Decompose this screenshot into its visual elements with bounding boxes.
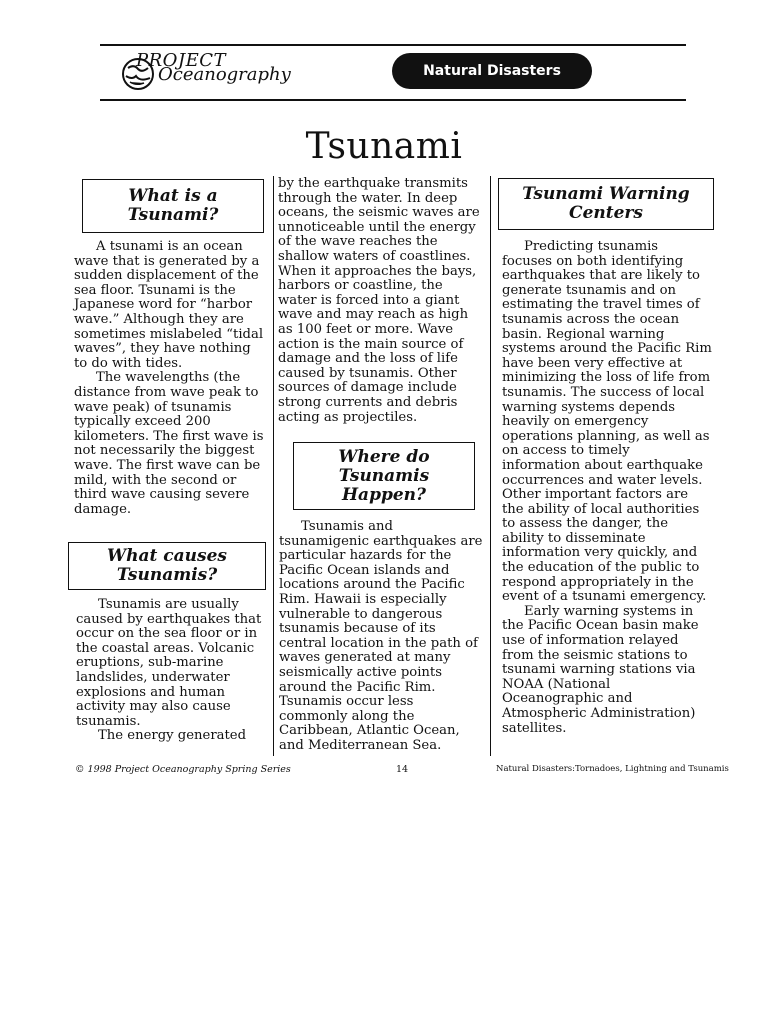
heading-what-is-a-tsunami: What is a Tsunami? bbox=[82, 179, 264, 233]
paragraph: A tsunami is an ocean wave that is generated by a sudden displacement of the sea floor. Tsunami is the Japanese word for “harbor wave.” Although they are sometimes mislabeled “tidal waves”, they have nothing to do with tides. bbox=[74, 239, 264, 371]
heading-tsunami-warning-centers: Tsunami Warning Centers bbox=[498, 178, 714, 230]
column-2-section-1 bbox=[278, 177, 484, 425]
paragraph: by the earthquake transmits through the water. In deep oceans, the seismic waves are unnoticeable until the energy of the wave reaches the shallow waters of coastlines. When it approaches the bays, harbors or coastline, the water is forced into a giant wave and may reach as high as 100 feet or more. Wave action is the main source of damage and the loss of life caused by tsunamis. Other sources of damage include strong currents and debris acting as projectiles. bbox=[278, 176, 480, 425]
footer-page-number: 14 bbox=[396, 764, 409, 775]
paragraph: The wavelengths (the distance from wave peak to wave peak) of tsunamis typically exceed 200 kilometers. The first wave is not necessarily the biggest wave. The first wave can be mild, with the second or third wave causing severe damage. bbox=[74, 370, 264, 517]
paragraph: Predicting tsunamis focuses on both identifying earthquakes that are likely to generate tsunamis and on estimating the travel times of tsunamis across the ocean basin. Regional warning systems around the Pacific Rim have been very effective at minimizing the loss of life from tsunamis. The success of local warning systems depends heavily on emergency operations planning, as well as on access to timely information about earthquake occurrences and water levels. Other important factors are the ability of local authorities to assess the danger, the ability to disseminate information very quickly, and the education of the public to respond appropriately in the event of a tsunami emergency. bbox=[502, 239, 712, 605]
logo-project-text: PROJECT bbox=[136, 50, 227, 71]
paragraph: Early warning systems in the Pacific Ocean basin make use of information relayed from the seismic stations to tsunami warning stations via NOAA (National Oceanographic and Atmospheric Administration) satellites. bbox=[502, 603, 699, 736]
column-2-section-2 bbox=[279, 520, 485, 754]
paragraph: Tsunamis and tsunamigenic earthquakes are particular hazards for the Pacific Ocean islands and locations around the Pacific Rim. Hawaii is especially vulnerable to dangerous tsunamis because of its central location in the path of waves generated at many seismically active points around the Pacific Rim. Tsunamis occur less commonly along the Caribbean, Atlantic Ocean, and Mediterranean Sea. bbox=[279, 519, 483, 753]
column-divider-right bbox=[490, 176, 491, 756]
column-1-section-1 bbox=[74, 240, 264, 517]
heading-what-causes-tsunamis: What causes Tsunamis? bbox=[68, 542, 266, 590]
header-bottom-rule bbox=[100, 99, 686, 101]
footer-copyright: © 1998 Project Oceanography Spring Series bbox=[75, 764, 291, 775]
paragraph: Tsunamis are usually caused by earthquakes that occur on the sea floor or in the coastal areas. Volcanic eruptions, sub-marine landslides, underwater explosions and human activity may also cause tsunamis. bbox=[76, 597, 262, 729]
column-3-section-1 bbox=[502, 240, 712, 736]
paragraph: The energy generated bbox=[98, 728, 247, 744]
header-top-rule bbox=[100, 44, 686, 46]
project-oceanography-logo bbox=[118, 50, 293, 96]
logo-oceanography-text: Oceanography bbox=[158, 64, 291, 85]
column-divider-left bbox=[273, 176, 274, 756]
section-badge: Natural Disasters bbox=[392, 53, 592, 89]
footer-series-title: Natural Disasters:Tornadoes, Lightning and Tsunamis bbox=[496, 764, 729, 774]
page-title: Tsunami bbox=[305, 126, 463, 167]
heading-where-do-tsunamis-happen: Where do Tsunamis Happen? bbox=[293, 442, 475, 510]
column-1-section-2 bbox=[76, 598, 264, 744]
